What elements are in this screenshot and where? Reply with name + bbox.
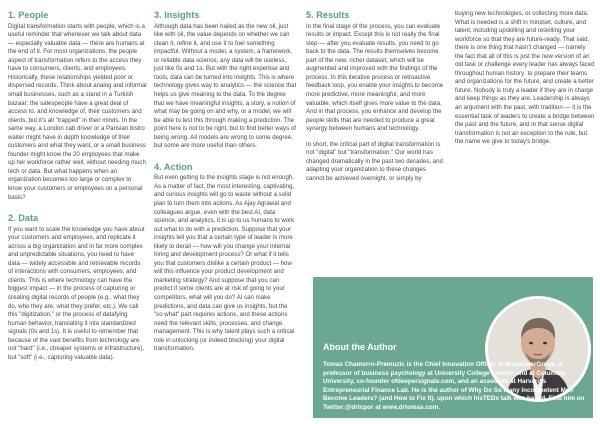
section-body-data: If you want to scale the knowledge you have about your customers and employees, and replicate it across a big organization and in far more complex and unpredictable situations, you need to have data — widely accessible and retrievable records of interactions with consumers, employees, and clients. This is where technology can have the biggest impact — in the process of capturing or creating digital records of people (e.g., what they do, who they are, what they prefer, etc.). We call this "digitization," or the process of datafying human behavior, translating it into standardized signals (0s and 1s). It is useful to remember that because of the vast benefits from technology are not "hard" (i.e., cheaper systems or infrastructure), but "soft" (i.e., capturing valuable data). [8, 225, 145, 361]
section-body-people: Digital transformation starts with people, which is a useful reminder that whenever we talk about data — especially valuable data — there are humans at the end of it. For most organizations, the people aspect of transformation refers to the access they have to consumers, clients, and employees. Historically, these relationships yielded poor or dispersed records. Think about analog and informal small businesses, such as a stand in a Turkish bazaar: the salespeople have a great deal of access to, and knowledge of, their customers and clients, but it's all "trapped" in their minds. In the same way, a London cab driver or a Parisian bistro waiter might have in depth knowledge of their customers and what they want, or a small business founder might know the 20 employees that make up her workforce rather well, without needing much tech or data. But what happens when an organization becomes too large or complex to know your customers or employees on a personal basis? [8, 22, 147, 201]
section-body-insights: Although data has been hailed as the new oil, just like with oil, the value depends on whether we can clean it, refine it, and use it to fuel something impactful. Without a model, a system, a framework, or reliable data science, any data will be useless, just like 0s and 1s. But with the right expertise and tools, data can be turned into insights. This is where technology gives way to analytics — the science that helps us give meaning to the data. To the degree that we have meaningful insights, a story, a notion of what may be going on and why, or a model, we will be able to test this through making a prediction. The point here is not to be right, but to find better ways of being wrong. All models are wrong to some degree, but some are more useful than others. [154, 22, 297, 150]
section-body-results-2: In short, the critical part of digital transformation is not "digital" but "transformation." Our world has changed dramatically in the past two decades, and adapting your organization to these changes cannot be achieved overnight, or simply by [306, 140, 443, 182]
section-heading-data: 2. Data [8, 213, 39, 224]
section-heading-results: 5. Results [306, 10, 350, 20]
section-heading-action: 4. Action [154, 161, 193, 172]
section-people [8, 10, 147, 202]
section-heading-people: 1. People [8, 10, 49, 20]
section-data [8, 213, 147, 362]
section-body-action: But even getting to the insights stage is not enough. As a matter of fact, the most interesting, captivating, and curious insights will go to waste without a solid plan to turn them into actions. As Ajay Agrawal and colleagues argue, even with the best AI, data science, and analytics, it is up to us humans to work out what to do with a prediction. Suppose that your insights tell you that a certain type of leader is more likely to derail — how will you change your internal hiring and development process? Or what if it tells you that customers dislike a certain product — how will this influence your product development and marketing strategy? And suppose that you can predict if some clients are at risk of going to your competitors, what will you do? AI can make predictions, and data can give us insights, but the "so what" part requires actions, and these actions need the relevant skills, processes, and change management. This is why talent plays such a critical role in unlocking (or indeed blocking) your digital transformation. [154, 174, 295, 353]
section-heading-insights: 3. Insights [154, 10, 200, 20]
section-results [306, 10, 444, 183]
column-2 [154, 10, 297, 365]
column-1 [8, 10, 147, 373]
section-insights [154, 10, 297, 151]
section-body-continued: buying new technologies, or collecting more data. What is needed is a shift in mindset, culture, and talent, including upskilling and reskilling your workforce so that they are future-ready. That said, there is one thing that hasn't changed — namely the fact that all of this is just the new version of an old task or challenge every leader has always faced throughout human history: to prepare their teams and organizations for the future, and create a better future. Nobody is truly a leader if they are in charge and keep things as they are. Leadership is always an argument with the past, with tradition — it is the essential task of leaders to create a bridge between the past and the future, and in that sense digital transformation is not an exception to the rule, but the name we give to today's bridge. [455, 10, 595, 146]
about-author-box [313, 277, 593, 418]
author-heading: About the Author [323, 342, 397, 352]
column-3 [306, 10, 444, 194]
column-4 [455, 10, 595, 147]
section-body-results-1: In the final stage of the process, you can evaluate results or impact. Except this is not really the final step — after you evaluate results, you need to go back to the data. The results themselves become part of the new, richer dataset, which will be augmented and improved with the findings of the process. In this iterative process or retroactive feedback loop, you enable your insights to become more predictive, more meaningful, and more valuable, which itself gives more value to the data. And in that process, you enhance and develop the people skills that are needed to produce a great synergy between humans and technology. [306, 22, 444, 133]
author-bio: Tomas Chamorro-Premuzic is the Chief Innovation Officer at ManpowerGroup, a professor of business psychology at University College London and at Columbia University, co-founder ofdeepersignals.com, and an associate at Harvard's Entrepreneurial Finance Lab. He is the author of Why Do So Many Incompetent Men Become Leaders? (and How to Fix It), upon which hisTEDx talk was based. Find him on Twitter:@drtcpor at www.drtomas.com. [323, 361, 585, 411]
section-action [154, 162, 297, 354]
